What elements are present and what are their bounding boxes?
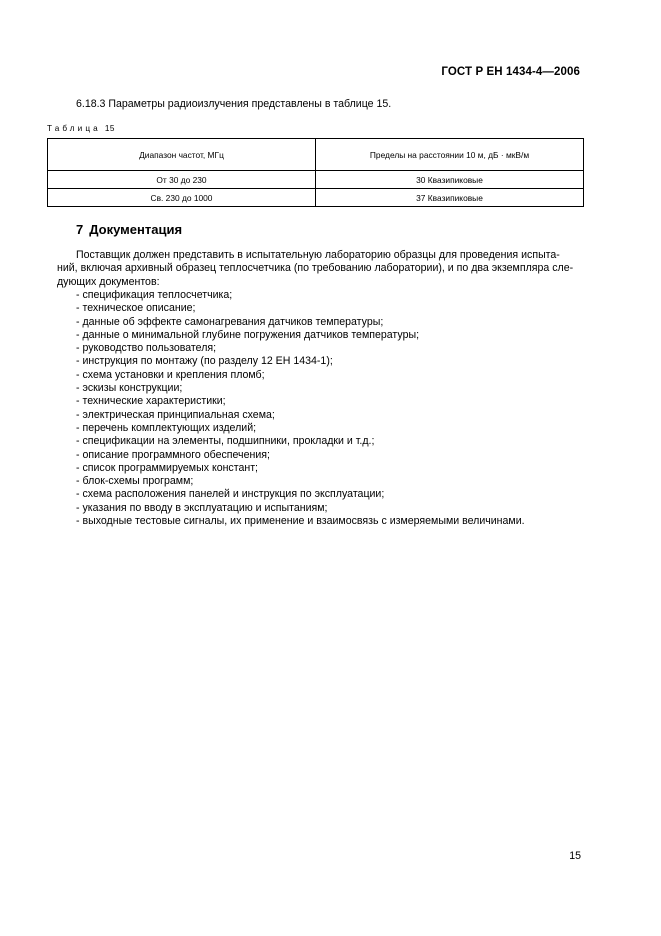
page-number: 15 [569, 850, 581, 862]
list-item: - схема расположения панелей и инструкция по эксплуатации; [76, 488, 385, 501]
list-item: - спецификация теплосчетчика; [76, 289, 233, 301]
section-intro-paragraph [57, 249, 585, 289]
list-item: - спецификации на элементы, подшипники, прокладки и т.д.; [76, 435, 375, 448]
standard-designation: ГОСТ Р ЕН 1434-4—2006 [441, 66, 580, 78]
intro-line: дующих документов: [57, 275, 160, 288]
column-header-limits: Пределы на расстоянии 10 м, дБ · мкВ/м [316, 139, 584, 171]
list-item: - список программируемых констант; [76, 461, 259, 474]
table-caption-number: 15 [104, 124, 115, 133]
paragraph-6-18-3: 6.18.3 Параметры радиоизлучения представлены в таблице 15. [76, 98, 392, 110]
list-item: - блок-схемы программ; [76, 475, 194, 488]
list-item: - указания по вводу в эксплуатацию и испытаниям; [76, 501, 328, 514]
table-caption-label: Таблица [47, 124, 101, 133]
list-item: - описание программного обеспечения; [76, 448, 270, 461]
radio-emission-table [47, 138, 584, 207]
section-title: Документация [89, 222, 183, 237]
list-item: - выходные тестовые сигналы, их применение и взаимосвязь с измеряемыми величинами. [76, 515, 525, 528]
column-header-frequency: Диапазон частот, МГц [48, 139, 316, 171]
table-header-row [48, 139, 584, 171]
document-list [57, 289, 525, 528]
intro-line: Поставщик должен представить в испытательную лабораторию образцы для проведения испыта- [76, 249, 560, 261]
section-number: 7 [76, 222, 84, 237]
table-cell: От 30 до 230 [48, 171, 316, 189]
list-item: - эскизы конструкции; [76, 382, 183, 395]
section-heading [76, 222, 182, 237]
table-cell: Св. 230 до 1000 [48, 189, 316, 207]
table-row [48, 171, 584, 189]
list-item: - схема установки и крепления пломб; [76, 368, 265, 381]
list-item: - перечень комплектующих изделий; [76, 421, 257, 434]
intro-line: ний, включая архивный образец теплосчетчика (по требованию лаборатории), и по два экземпляра сле- [57, 262, 574, 275]
list-item: - инструкция по монтажу (по разделу 12 ЕН 1434-1); [76, 355, 333, 368]
list-item: - руководство пользователя; [76, 342, 217, 355]
table-caption [47, 124, 115, 133]
list-item: - данные о минимальной глубине погружения датчиков температуры; [76, 328, 420, 341]
table-cell: 30 Квазипиковые [316, 171, 584, 189]
list-item: - данные об эффекте самонагревания датчиков температуры; [76, 315, 384, 328]
table-row [48, 189, 584, 207]
list-item: - технические характеристики; [76, 395, 226, 408]
list-item: - электрическая принципиальная схема; [76, 408, 275, 421]
list-item: - техническое описание; [76, 302, 196, 315]
table-cell: 37 Квазипиковые [316, 189, 584, 207]
